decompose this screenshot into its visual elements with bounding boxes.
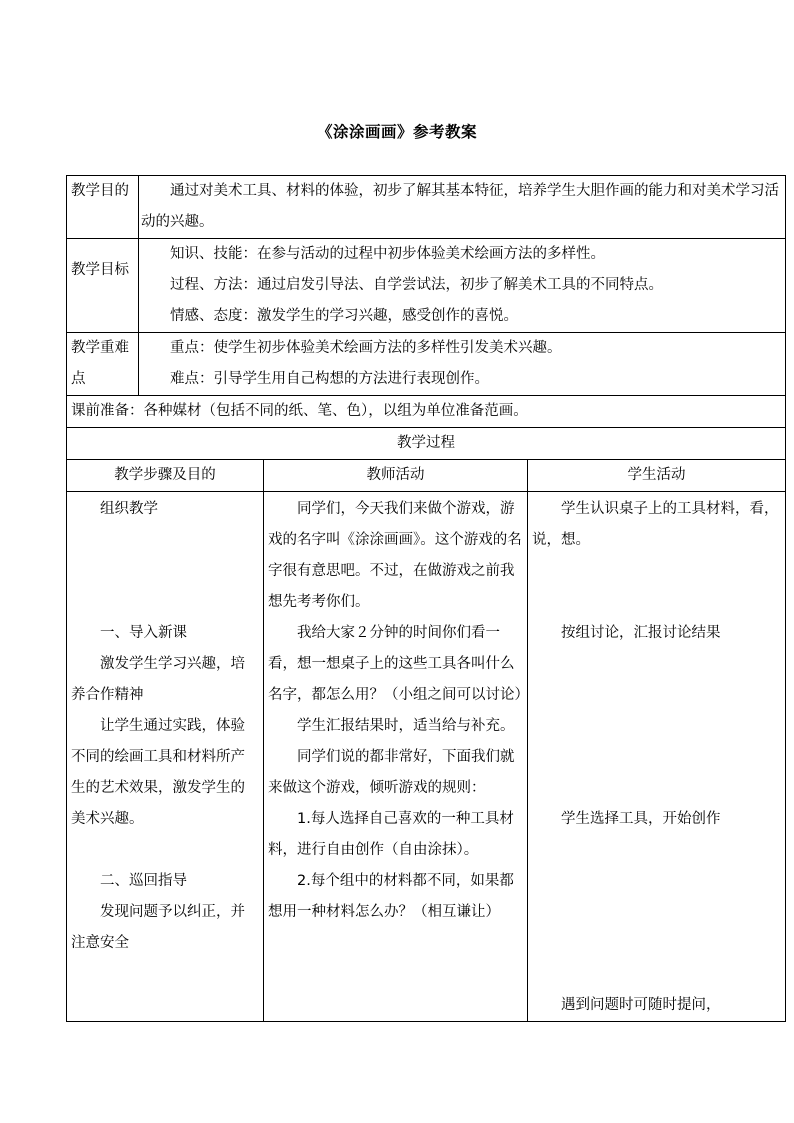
step-practice: 让学生通过实践，体验不同的绘画工具和材料所产生的艺术效果，激发学生的美术兴趣。	[71, 718, 245, 827]
process-title: 教学过程	[397, 435, 455, 451]
student-s2: 按组讨论，汇报讨论结果	[561, 625, 721, 641]
steps-header	[67, 460, 264, 492]
teacher-p1: 同学们，今天我们来做个游戏，游戏的名字叫《涂涂画画》。这个游戏的名字很有意思吧。不过，在做游戏之前我想先考考你们。	[268, 501, 522, 610]
student-s4: 遇到问题时可随时提问，	[561, 997, 721, 1013]
student-header-label: 学生活动	[627, 467, 686, 483]
goals-label: 教学目标	[71, 262, 129, 278]
process-header-row	[67, 460, 786, 492]
keypoints-label-cell	[67, 333, 139, 396]
teacher-header	[264, 460, 528, 492]
page-title: 《涂涂画画》参考教案	[316, 123, 477, 141]
student-s1: 学生认识桌子上的工具材料，看，说，想。	[532, 501, 779, 548]
goals-label-cell	[67, 239, 139, 333]
student-s3: 学生选择工具，开始创作	[561, 811, 721, 827]
objective-label: 教学目的	[71, 183, 129, 199]
preparation-text: 课前准备：各种媒材（包括不同的纸、笔、色），以组为单位准备范画。	[71, 403, 528, 419]
student-cell	[528, 492, 786, 1022]
goal-item: 过程、方法：通过启发引导法、自学尝试法，初步了解美术工具的不同特点。	[170, 277, 663, 293]
lesson-plan	[66, 175, 785, 1022]
process-title-row	[67, 428, 786, 460]
process-table	[66, 459, 786, 1022]
keypoints-text-cell	[139, 333, 786, 396]
teacher-p3: 学生汇报结果时，适当给与补充。	[297, 718, 515, 734]
preparation-row	[67, 396, 786, 428]
teacher-p5: 1.每人选择自己喜欢的一种工具材料，进行自由创作（自由涂抹）。	[268, 811, 514, 858]
step-correct: 发现问题予以纠正，并注意安全	[71, 904, 245, 951]
objective-label-cell	[67, 176, 139, 239]
goal-item: 情感、态度：激发学生的学习兴趣，感受创作的喜悦。	[170, 308, 518, 324]
goal-item: 知识、技能：在参与活动的过程中初步体验美术绘画方法的多样性。	[170, 246, 605, 262]
process-title-cell	[67, 428, 786, 460]
steps-header-label: 教学步骤及目的	[114, 467, 216, 483]
teacher-cell	[264, 492, 528, 1022]
preparation-cell	[67, 396, 786, 428]
objective-text-cell	[139, 176, 786, 239]
step-organize: 组织教学	[100, 501, 158, 517]
process-body-row	[67, 492, 786, 1022]
step-patrol: 二、巡回指导	[100, 873, 187, 889]
keypoint-item: 难点：引导学生用自己构想的方法进行表现创作。	[170, 371, 489, 387]
goals-text-cell	[139, 239, 786, 333]
keypoints-label: 教学重难点	[71, 340, 129, 387]
step-interest: 激发学生学习兴趣，培养合作精神	[71, 656, 245, 703]
teacher-p2: 我给大家２分钟的时间你们看一看，想一想桌子上的这些工具各叫什么名字，都怎么用？（小组之间可以讨论）	[268, 625, 529, 703]
objective-text: 通过对美术工具、材料的体验，初步了解其基本特征，培养学生大胆作画的能力和对美术学习活动的兴趣。	[141, 183, 779, 230]
steps-cell	[67, 492, 264, 1022]
keypoints-row	[67, 333, 786, 396]
objective-row	[67, 176, 786, 239]
goals-row	[67, 239, 786, 333]
teacher-p4: 同学们说的都非常好，下面我们就来做这个游戏，倾听游戏的规则：	[268, 749, 515, 796]
student-header	[528, 460, 786, 492]
teacher-p6: 2.每个组中的材料都不同，如果都想用一种材料怎么办？（相互谦让）	[268, 873, 514, 920]
teacher-header-label: 教师活动	[366, 467, 425, 483]
step-intro: 一、导入新课	[100, 625, 187, 641]
keypoint-item: 重点：使学生初步体验美术绘画方法的多样性引发美术兴趣。	[170, 340, 562, 356]
upper-table	[66, 175, 786, 460]
